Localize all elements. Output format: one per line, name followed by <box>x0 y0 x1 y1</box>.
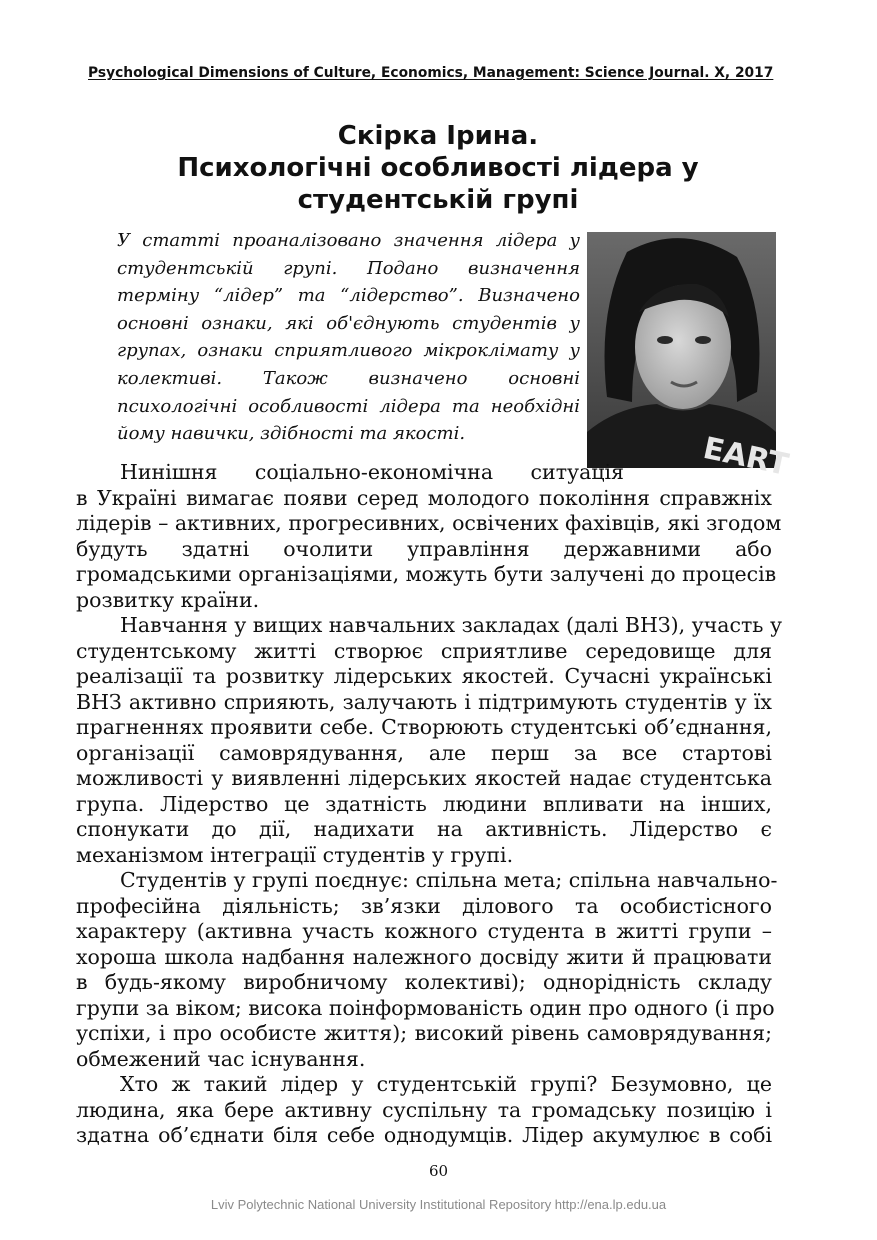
body-line: в Україні вимагає появи серед молодого покоління справжніх <box>76 485 772 510</box>
body-line: прагненнях проявити себе. Створюють студентські об’єднання, <box>76 715 772 739</box>
author-photo <box>587 232 792 483</box>
page-number: 60 <box>428 1162 449 1180</box>
journal-header: Psychological Dimensions of Culture, Economics, Management: Science Journal. X, 2017 <box>88 65 774 81</box>
abstract-line: психологічні особливості лідера та необхідні <box>117 395 580 417</box>
body-line: громадськими організаціями, можуть бути залучені до процесів <box>76 562 777 586</box>
abstract-line: групах, ознаки сприятливого мікроклімату у <box>117 340 580 362</box>
author-portrait-image <box>587 232 792 483</box>
body-line: обмежений час існування. <box>76 1046 366 1071</box>
body-line: в будь-якому виробничому колективі); однорідність складу <box>76 970 772 994</box>
abstract-line: основні ознаки, які об'єднують студентів у <box>117 312 580 334</box>
body-line: людина, яка бере активну суспільну та громадську позицію і <box>76 1097 772 1122</box>
body-line: механізмом інтеграції студентів у групі. <box>76 842 514 867</box>
body-line: студентському житті створює сприятливе середовище для <box>76 638 772 663</box>
title-line-author: Скірка Ірина. <box>337 121 539 151</box>
body-line: організації самоврядування, але перш за все стартові <box>76 740 772 765</box>
body-line: будуть здатні очолити управління державними або <box>76 536 772 561</box>
body-line: характеру (активна участь кожного студента в житті групи – <box>76 919 772 943</box>
body-line: реалізації та розвитку лідерських якостей. Сучасні українські <box>76 664 772 688</box>
title-line: Психологічні особливості лідера у <box>177 153 699 183</box>
title-line: студентській групі <box>297 185 579 215</box>
body-line: Нинішня соціально-економічна ситуація <box>120 460 624 484</box>
body-line: здатна об’єднати біля себе однодумців. Лідер акумулює в собі <box>76 1123 772 1147</box>
abstract-line: терміну “лідер” та “лідерство”. Визначено <box>117 285 580 307</box>
body-line: ВНЗ активно сприяють, залучають і підтримують студентів у їх <box>76 689 772 714</box>
body-line: лідерів – активних, прогресивних, освічених фахівців, які згодом <box>76 511 782 535</box>
body-line: Хто ж такий лідер у студентській групі? Безумовно, це <box>120 1072 772 1096</box>
body-line: спонукати до дії, надихати на активність. Лідерство є <box>76 817 772 841</box>
article-body <box>76 460 783 1149</box>
body-line: Студентів у групі поєднує: спільна мета; спільна навчально- <box>120 868 778 892</box>
abstract-line: йому навички, здібності та якості. <box>117 423 466 445</box>
body-line: групи за віком; висока поінформованість один про одного (і про <box>76 995 775 1020</box>
abstract-line: студентській групі. Подано визначення <box>117 257 580 279</box>
body-line: успіхи, і про особисте життя); високий рівень самоврядування; <box>76 1021 772 1045</box>
repository-footer: Lviv Polytechnic National University Institutional Repository http://ena.lp.edu.ua <box>210 1197 667 1212</box>
body-line: Навчання у вищих навчальних закладах (далі ВНЗ), участь у <box>120 613 783 637</box>
body-line: розвитку країни. <box>76 587 260 612</box>
abstract-line: колективі. Також визначено основні <box>117 367 580 389</box>
abstract-line: У статті проаналізовано значення лідера у <box>117 230 580 251</box>
body-line: можливості у виявленні лідерських якостей надає студентська <box>76 766 772 790</box>
body-line: хороша школа надбання належного досвіду жити й працювати <box>76 944 772 969</box>
shirt-print: EART <box>700 430 792 483</box>
body-line: група. Лідерство це здатність людини впливати на інших, <box>76 791 772 816</box>
abstract <box>117 227 580 448</box>
body-line: професійна діяльність; зв’язки ділового та особистісного <box>76 893 772 918</box>
article-title <box>120 120 756 216</box>
